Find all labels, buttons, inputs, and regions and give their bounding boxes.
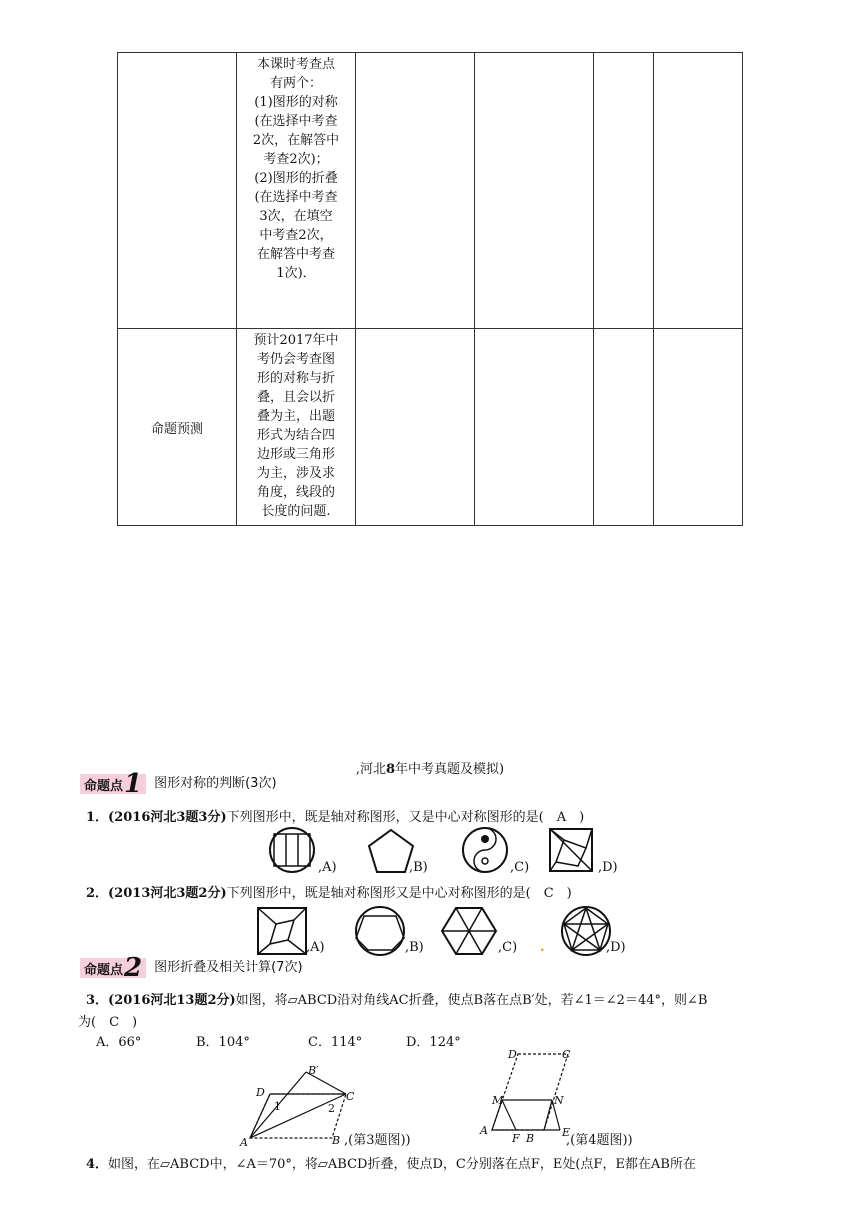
cell-line: (2)图形的折叠 [254,171,338,186]
cell-line: 边形或三角形 [256,447,335,462]
row1-text [237,53,355,285]
q2-opt-d: ,D) [606,940,626,955]
svg-text:N: N [554,1094,564,1107]
cell-line: 2次，在解答中 [252,133,340,148]
q2-opt-a: ,A) [306,940,325,955]
svg-text:A: A [240,1136,248,1146]
cell-line: 角度，线段的 [256,485,335,500]
cell-line: 叠，且会以折 [256,390,335,405]
fig3-caption: ,(第3题图)) [344,1133,411,1148]
summary-table [117,52,743,526]
q4-line: 4．如图，在▱ABCD中，∠A＝70°，将▱ABCD折叠，使点D，C分别落在点F，E处(点F，E都在AB所在 [86,1157,696,1172]
svg-text:B′: B′ [308,1064,319,1077]
row2-text-cell [237,329,356,526]
fig4-caption: ,(第4题图)) [566,1133,633,1148]
svg-text:M: M [492,1094,504,1107]
cell-line: (在选择中考查 [254,114,338,129]
svg-text:D: D [508,1048,517,1061]
svg-text:D: D [256,1086,265,1099]
svg-text:C: C [346,1090,355,1103]
cell-line: 3次，在填空 [259,209,333,224]
fig4-diagram [478,1044,578,1144]
svg-text:E: E [562,1126,571,1139]
cell-line: 本课时考查点 [256,57,335,72]
cell-line: 长度的问题. [261,504,331,519]
q1-opt-d: ,D) [598,860,618,875]
q1-opt-a: ,A) [318,860,337,875]
svg-text:2: 2 [328,1102,335,1115]
row1-label-cell [118,53,237,329]
q1-opt-b: ,B) [409,860,428,875]
point2-title: 图形折叠及相关计算(7次) [154,960,303,975]
q1-line: 1．(2016河北3题3分)下列图形中，既是轴对称图形，又是中心对称图形的是( A ) [86,810,585,825]
svg-text:B: B [332,1134,341,1146]
fig3-diagram [236,1062,356,1146]
section-title: ,河北8年中考真题及模拟) [355,762,505,777]
q2-dot: . [540,940,545,955]
point2-badge: 命题点 2 图形折叠及相关计算(7次) [80,958,303,978]
cell-line: (1)图形的对称 [254,95,338,110]
svg-text:C: C [562,1048,571,1061]
cell-line: 在解答中考查 [256,247,335,262]
cell-line: 考仍会考查图 [256,352,335,367]
point1-title: 图形对称的判断(3次) [154,776,277,791]
q2-line: 2．(2013河北3题2分)下列图形中，既是轴对称图形又是中心对称图形的是( C ) [86,886,572,901]
cell-line: 为主，涉及求 [256,466,335,481]
svg-text:A: A [480,1124,488,1137]
row2-label: 命题预测 [118,329,237,526]
q3-line2: 为( C ) [78,1015,138,1030]
point1-badge: 命题点 1 图形对称的判断(3次) [80,774,277,794]
cell-line: 有两个： [269,76,322,91]
cell-line: 叠为主，出题 [256,409,335,424]
cell-line: (在选择中考查 [254,190,338,205]
svg-text:B: B [526,1132,535,1144]
svg-text:F: F [512,1132,520,1144]
svg-text:1: 1 [274,1100,281,1113]
row2-text [237,329,355,523]
cell-line: 考查2次)； [263,152,329,167]
cell-line: 形的对称与折 [256,371,335,386]
cell-line: 预计2017年中 [253,333,339,348]
row1-text-cell [237,53,356,329]
cell-line: 中考查2次， [259,228,333,243]
cell-line: 形式为结合四 [256,428,335,443]
q2-opt-b: ,B) [405,940,424,955]
q1-opt-c: ,C) [510,860,530,875]
q2-opt-c: ,C) [498,940,518,955]
cell-line: 1次)． [276,266,316,281]
q3-choices: A．66° B．104° C．114° D．124° [96,1035,461,1050]
q3-line: 3．(2016河北13题2分)如图，将▱ABCD沿对角线AC折叠，使点B落在点B′处，若∠1＝∠2＝44°，则∠B [86,993,708,1008]
